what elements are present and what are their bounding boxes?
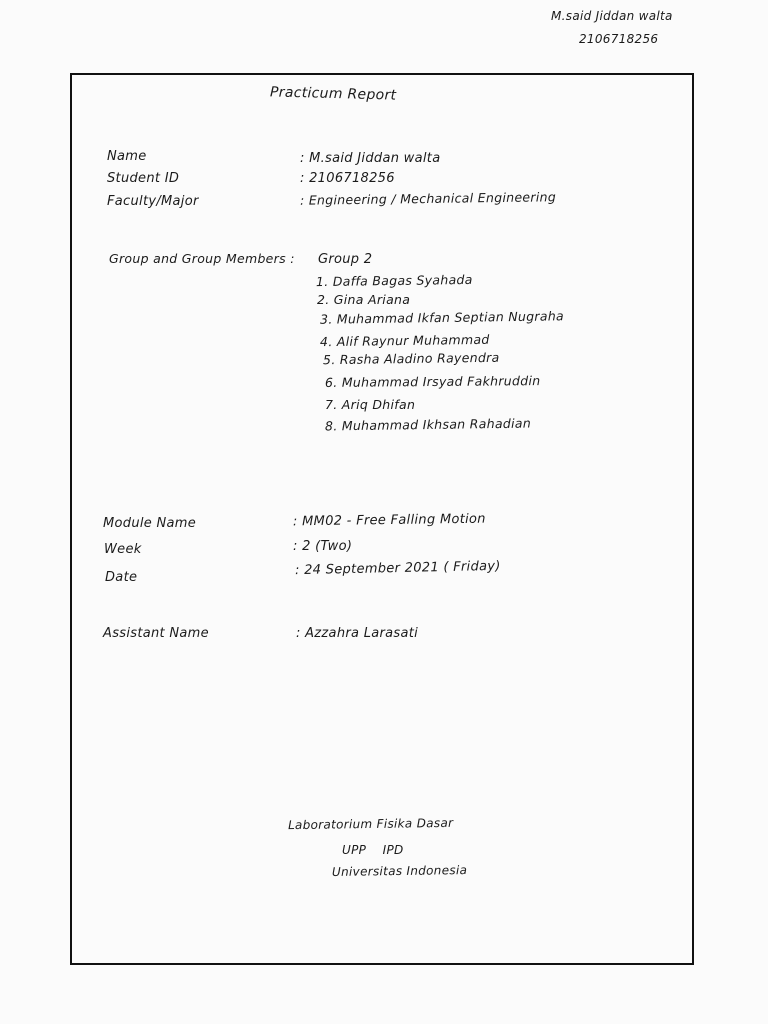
week-label: Week [104, 542, 142, 557]
group-member: 2. Gina Ariana [317, 292, 411, 307]
module-name-value: : MM02 - Free Falling Motion [292, 511, 486, 530]
group-member: 4. Alif Raynur Muhammad [319, 331, 490, 350]
group-member: 3. Muhammad Ikfan Septian Nugraha [319, 308, 565, 327]
corner-student-id: 2106718256 [579, 32, 659, 46]
footer-unit: UPP IPD [342, 843, 404, 857]
page-title: Practicum Report [269, 84, 397, 104]
name-label: Name [107, 149, 147, 164]
group-member: 5. Rasha Aladino Rayendra [322, 349, 500, 368]
student-id-label: Student ID [107, 171, 180, 186]
group-name: Group 2 [318, 252, 373, 267]
assistant-name-value: : Azzahra Larasati [296, 626, 419, 641]
group-member: 7. Ariq Dhifan [325, 397, 416, 412]
assistant-name-label: Assistant Name [103, 626, 209, 641]
footer-university: Universitas Indonesia [331, 863, 468, 879]
faculty-label: Faculty/Major [107, 194, 199, 209]
date-value: : 24 September 2021 ( Friday) [294, 558, 501, 579]
group-member: 1. Daffa Bagas Syahada [315, 271, 473, 290]
corner-name: M.said Jiddan walta [551, 9, 673, 23]
week-value: : 2 (Two) [293, 539, 353, 554]
footer-lab: Laboratorium Fisika Dasar [287, 815, 454, 833]
group-member: 6. Muhammad Irsyad Fakhruddin [324, 373, 541, 390]
group-member: 8. Muhammad Ikhsan Rahadian [324, 415, 532, 434]
faculty-value: : Engineering / Mechanical Engineering [299, 189, 557, 208]
student-id-value: : 2106718256 [300, 171, 395, 186]
group-label: Group and Group Members : [109, 251, 295, 266]
name-value: : M.said Jiddan walta [300, 151, 441, 166]
module-name-label: Module Name [103, 516, 197, 531]
date-label: Date [105, 570, 138, 585]
